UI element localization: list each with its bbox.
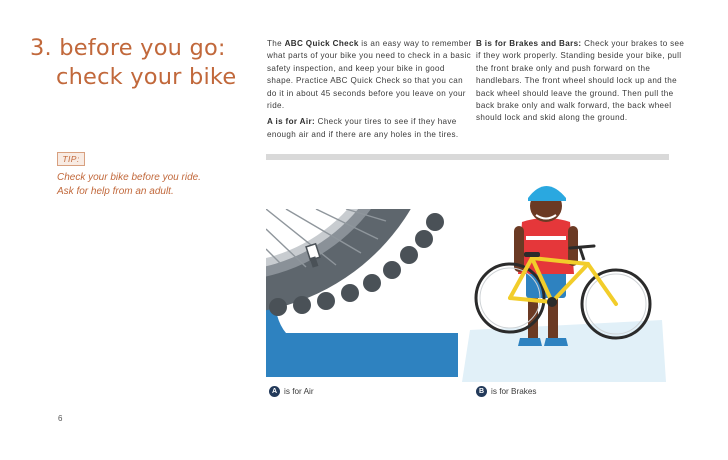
tip-text: Check your bike before you ride. Ask for help from an adult. xyxy=(57,172,201,197)
caption-brakes xyxy=(476,386,537,397)
page-number: 6 xyxy=(58,414,63,423)
brakes-text: Check your brakes to see if they work properly. Standing beside your bike, pull the front brake only and push forward on the handlebars. The front wheel should lock up and the back wheel should leave the ground. Then pull the back brake only and walk forward, the back wheel should lock and skid along the ground. xyxy=(476,39,685,123)
child-with-bicycle-illustration xyxy=(456,170,672,382)
page-title xyxy=(30,34,260,92)
title-line-1: 3. before you go: xyxy=(30,35,226,61)
text-column-right xyxy=(476,38,688,129)
air-text: Check your tires to see if they have enough air and if there are any holes in the tires. xyxy=(267,117,459,139)
brakes-paragraph xyxy=(476,38,688,125)
brakes-heading: B is for Brakes and Bars: xyxy=(476,39,582,48)
intro-bold: ABC Quick Check xyxy=(284,39,359,48)
caption-air-text: is for Air xyxy=(284,387,314,396)
section-divider xyxy=(266,154,669,160)
title-line-2: check your bike xyxy=(56,64,237,90)
marker-b-icon: B xyxy=(476,386,487,397)
marker-a-icon: A xyxy=(269,386,280,397)
bike-tire-valve-illustration xyxy=(266,209,458,377)
intro-post: is an easy way to remember what parts of your bike you need to check in a basic safety inspection, and keep your bike in good shape. Practice ABC Quick Check so that you can do it in about 45 seconds before you leave on your ride. xyxy=(267,39,472,111)
caption-air xyxy=(269,386,314,397)
tip-label: TIP: xyxy=(57,152,85,166)
air-heading: A is for Air: xyxy=(267,117,316,127)
air-paragraph xyxy=(267,116,472,141)
intro-paragraph xyxy=(267,38,472,112)
intro-pre: The xyxy=(267,39,285,48)
caption-brakes-text: is for Brakes xyxy=(491,387,537,396)
text-column-left xyxy=(267,38,472,145)
